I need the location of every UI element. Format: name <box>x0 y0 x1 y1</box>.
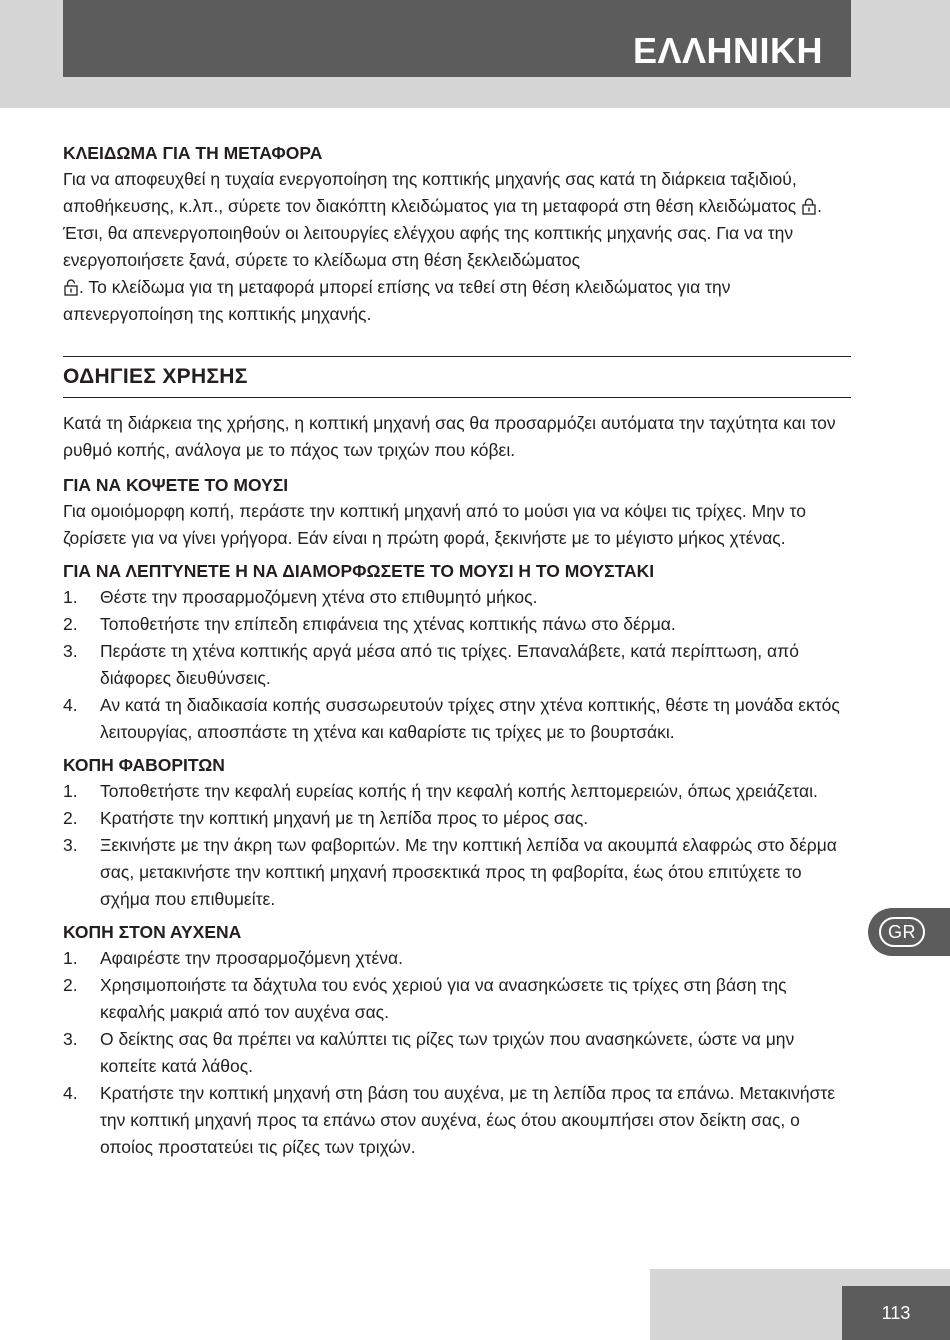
step-number: 1. <box>63 781 78 801</box>
step-text: Θέστε την προσαρμοζόμενη χτένα στο επιθυμητό μήκος. <box>100 587 538 607</box>
step-number: 2. <box>63 808 78 828</box>
language-header <box>63 0 851 77</box>
step-number: 1. <box>63 587 78 607</box>
step-number: 3. <box>63 641 78 661</box>
list-item <box>63 832 851 913</box>
page-content <box>63 140 851 1161</box>
instructions-heading: ΟΔΗΓΙΕΣ ΧΡΗΣΗΣ <box>63 356 851 398</box>
list-item <box>63 1026 851 1080</box>
beard-text: Για ομοιόμορφη κοπή, περάστε την κοπτική μηχανή από το μούσι για να κόψει τις τρίχες. Μην το ζορίσετε για να γίνει γρήγορα. Εάν είναι η πρώτη φορά, ξεκινήστε με το μέγιστο μήκος χτένας. <box>63 501 806 548</box>
sideburns-title: ΚΟΠΗ ΦΑΒΟΡΙΤΩΝ <box>63 755 225 775</box>
step-number: 3. <box>63 1029 78 1049</box>
step-text: Κρατήστε την κοπτική μηχανή στη βάση του αυχένα, με τη λεπίδα προς τα επάνω. Μετακινήστε την κοπτική μηχανή προς τα επάνω στον αυχένα, έως ότου ακουμπήσει στον δείκτη σας, ο οποίος προστατεύει τις ρίζες των τριχών. <box>100 1083 836 1157</box>
lock-closed-icon <box>802 197 816 215</box>
step-number: 4. <box>63 695 78 715</box>
list-item <box>63 778 851 805</box>
thin-title: ΓΙΑ ΝΑ ΛΕΠΤΥΝΕΤΕ Η ΝΑ ΔΙΑΜΟΡΦΩΣΕΤΕ ΤΟ ΜΟΥΣΙ Η ΤΟ ΜΟΥΣΤΑΚΙ <box>63 561 655 581</box>
list-item <box>63 1080 851 1161</box>
lock-text-part-3: . Το κλείδωμα για τη μεταφορά μπορεί επίσης να τεθεί στη θέση κλειδώματος για την απενεργοποίηση της κοπτικής μηχανής. <box>63 277 731 324</box>
lock-section-text <box>63 166 851 328</box>
step-number: 4. <box>63 1083 78 1103</box>
list-item <box>63 638 851 692</box>
neck-steps <box>63 945 851 1161</box>
step-text: Περάστε τη χτένα κοπτικής αργά μέσα από τις τρίχες. Επαναλάβετε, κατά περίπτωση, από διάφορες διευθύνσεις. <box>100 641 799 688</box>
beard-title: ΓΙΑ ΝΑ ΚΟΨΕΤΕ ΤΟ ΜΟΥΣΙ <box>63 475 289 495</box>
lock-open-icon <box>64 278 78 296</box>
list-item <box>63 972 851 1026</box>
step-text: Τοποθετήστε την επίπεδη επιφάνεια της χτένας κοπτικής πάνω στο δέρμα. <box>100 614 676 634</box>
list-item <box>63 805 851 832</box>
list-item <box>63 611 851 638</box>
instructions-intro: Κατά τη διάρκεια της χρήσης, η κοπτική μηχανή σας θα προσαρμόζει αυτόματα την ταχύτητα και τον ρυθμό κοπής, ανάλογα με το πάχος των τριχών που κόβει. <box>63 413 836 460</box>
page-number: 113 <box>842 1286 950 1340</box>
step-text: Αφαιρέστε την προσαρμοζόμενη χτένα. <box>100 948 404 968</box>
step-number: 1. <box>63 948 78 968</box>
step-text: Ξεκινήστε με την άκρη των φαβοριτών. Με την κοπτική λεπίδα να ακουμπά ελαφρώς στο δέρμα σας, μετακινήστε την κοπτική μηχανή προσεκτικά προς τη φαβορίτα, έως ότου επιτύχετε το σχήμα που επιθυμείτε. <box>100 835 837 909</box>
step-number: 2. <box>63 975 78 995</box>
step-text: Χρησιμοποιήστε τα δάχτυλα του ενός χεριού για να ανασηκώσετε τις τρίχες στη βάση της κεφαλής μακριά από τον αυχένα σας. <box>100 975 787 1022</box>
language-title: ΕΛΛΗΝΙΚΗ <box>632 30 823 71</box>
step-text: Ο δείκτης σας θα πρέπει να καλύπτει τις ρίζες των τριχών που ανασηκώνετε, ώστε να μην κοπείτε κατά λάθος. <box>100 1029 795 1076</box>
lock-text-part-2: . Έτσι, θα απενεργοποιηθούν οι λειτουργίες ελέγχου αφής της κοπτικής μηχανής σας. Για να την ενεργοποιήσετε ξανά, σύρετε το κλείδωμα στη θέση ξεκλειδώματος <box>63 196 822 270</box>
step-text: Τοποθετήστε την κεφαλή ευρείας κοπής ή την κεφαλή κοπής λεπτομερειών, όπως χρειάζεται. <box>100 781 818 801</box>
list-item <box>63 945 851 972</box>
list-item <box>63 584 851 611</box>
list-item <box>63 692 851 746</box>
lock-section-title: ΚΛΕΙΔΩΜΑ ΓΙΑ ΤΗ ΜΕΤΑΦΟΡΑ <box>63 143 323 163</box>
step-number: 3. <box>63 835 78 855</box>
neck-title: ΚΟΠΗ ΣΤΟΝ ΑΥΧΕΝΑ <box>63 922 242 942</box>
lock-text-part-1: Για να αποφευχθεί η τυχαία ενεργοποίηση της κοπτικής μηχανής σας κατά τη διάρκεια ταξιδιού, αποθήκευσης, κ.λπ., σύρετε τον διακόπτη κλειδώματος για τη μεταφορά στη θέση κλειδώματος <box>63 169 797 216</box>
step-text: Κρατήστε την κοπτική μηχανή με τη λεπίδα προς το μέρος σας. <box>100 808 589 828</box>
language-side-tab <box>868 908 950 956</box>
step-number: 2. <box>63 614 78 634</box>
thin-steps <box>63 584 851 746</box>
sideburns-steps <box>63 778 851 913</box>
step-text: Αν κατά τη διαδικασία κοπής συσσωρευτούν τρίχες στην χτένα κοπτικής, θέστε τη μονάδα εκτός λειτουργίας, αποσπάστε τη χτένα και καθαρίστε τις τρίχες με το βουρτσάκι. <box>100 695 840 742</box>
language-code-badge: GR <box>879 917 925 947</box>
